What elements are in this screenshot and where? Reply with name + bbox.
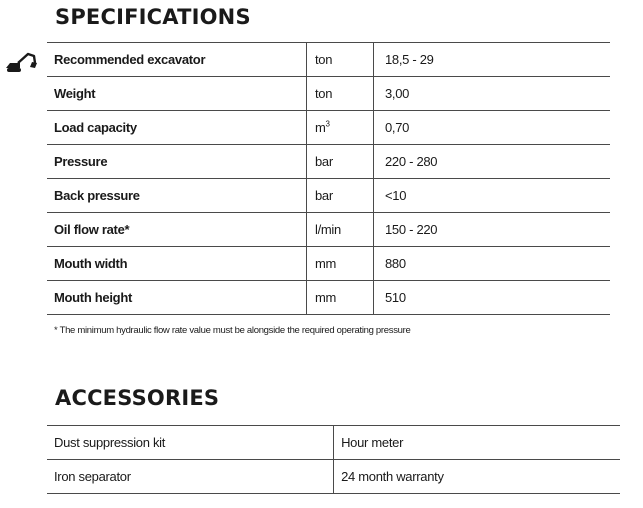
table-row <box>47 179 610 213</box>
table-row <box>47 213 610 247</box>
spec-name: Recommended excavator <box>47 43 307 77</box>
spec-name: Mouth width <box>47 247 307 281</box>
table-row <box>47 111 610 145</box>
spec-value: 150 - 220 <box>374 213 611 247</box>
accessory-item: Iron separator <box>47 460 334 494</box>
spec-name: Back pressure <box>47 179 307 213</box>
spec-unit: mm <box>307 247 374 281</box>
table-row <box>47 426 620 460</box>
table-row <box>47 145 610 179</box>
spec-unit: ton <box>307 43 374 77</box>
specifications-heading: SPECIFICATIONS <box>55 5 251 29</box>
spec-unit: mm <box>307 281 374 315</box>
spec-name: Oil flow rate* <box>47 213 307 247</box>
spec-unit: bar <box>307 145 374 179</box>
spec-value: 220 - 280 <box>374 145 611 179</box>
spec-value: 3,00 <box>374 77 611 111</box>
footnote: * The minimum hydraulic flow rate value must be alongside the required operating pressure <box>54 325 411 336</box>
spec-value: 510 <box>374 281 611 315</box>
accessory-item: 24 month warranty <box>334 460 620 494</box>
table-row <box>47 43 610 77</box>
accessory-item: Dust suppression kit <box>47 426 334 460</box>
table-row <box>47 247 610 281</box>
specifications-table <box>47 42 610 315</box>
spec-value: 880 <box>374 247 611 281</box>
spec-name: Weight <box>47 77 307 111</box>
unit-superscript: 3 <box>325 119 330 129</box>
spec-unit: l/min <box>307 213 374 247</box>
spec-value: 0,70 <box>374 111 611 145</box>
spec-name: Mouth height <box>47 281 307 315</box>
accessories-heading: ACCESSORIES <box>55 386 220 410</box>
spec-unit: ton <box>307 77 374 111</box>
excavator-icon <box>4 48 38 76</box>
table-row <box>47 460 620 494</box>
spec-name: Load capacity <box>47 111 307 145</box>
accessories-table <box>47 425 620 494</box>
spec-value: <10 <box>374 179 611 213</box>
table-row <box>47 77 610 111</box>
spec-name: Pressure <box>47 145 307 179</box>
table-row <box>47 281 610 315</box>
spec-value: 18,5 - 29 <box>374 43 611 77</box>
accessory-item: Hour meter <box>334 426 620 460</box>
spec-unit: bar <box>307 179 374 213</box>
unit-base: m <box>315 120 326 135</box>
spec-unit <box>307 111 374 145</box>
